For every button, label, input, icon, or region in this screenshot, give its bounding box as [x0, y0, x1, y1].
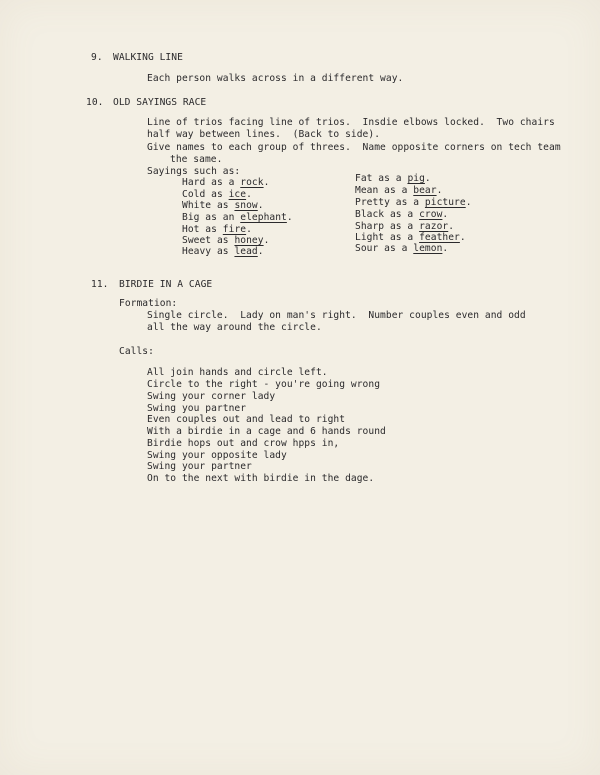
section-10-line: Give names to each group of threes. Name opposite corners on tech team [147, 142, 561, 153]
call-line: Even couples out and lead to right [147, 414, 346, 425]
saying-item: Pretty as a picture. [355, 197, 472, 208]
formation-label: Formation: [119, 298, 178, 309]
saying-item: Cold as ice. [182, 189, 252, 200]
section-10-line: half way between lines. (Back to side). [147, 129, 381, 140]
saying-item: Black as a crow. [355, 209, 449, 220]
saying-item: Big as an elephant. [182, 212, 293, 223]
formation-line: Single circle. Lady on man's right. Number couples even and odd [147, 310, 526, 321]
call-line: Swing you partner [147, 403, 247, 414]
section-9-number: 9. [91, 52, 103, 63]
section-10-number: 10. [86, 97, 104, 108]
call-line: Birdie hops out and crow hpps in, [147, 438, 340, 449]
saying-item: Fat as a pig. [355, 173, 431, 184]
call-line: All join hands and circle left. [147, 367, 328, 378]
section-10-title: OLD SAYINGS RACE [113, 97, 207, 108]
call-line: Swing your opposite lady [147, 450, 287, 461]
saying-item: Light as a feather. [355, 232, 466, 243]
call-line: Circle to the right - you're going wrong [147, 379, 381, 390]
call-line: On to the next with birdie in the dage. [147, 473, 375, 484]
formation-line: all the way around the circle. [147, 322, 322, 333]
saying-item: Sweet as honey. [182, 235, 270, 246]
saying-item: Heavy as lead. [182, 246, 264, 257]
saying-item: Hot as fire. [182, 224, 252, 235]
call-line: Swing your corner lady [147, 391, 276, 402]
saying-item: Hard as a rock. [182, 177, 270, 188]
section-10-line: Line of trios facing line of trios. Insdie elbows locked. Two chairs [147, 117, 555, 128]
calls-label: Calls: [119, 346, 154, 357]
section-11-number: 11. [91, 279, 109, 290]
section-11-title: BIRDIE IN A CAGE [119, 279, 213, 290]
saying-item: White as snow. [182, 200, 264, 211]
section-10-line: the same. [170, 154, 223, 165]
call-line: With a birdie in a cage and 6 hands round [147, 426, 386, 437]
saying-item: Mean as a bear. [355, 185, 443, 196]
saying-item: Sharp as a razor. [355, 221, 455, 232]
section-9-title: WALKING LINE [113, 52, 183, 63]
sayings-intro: Sayings such as: [147, 166, 241, 177]
saying-item: Sour as a lemon. [355, 243, 449, 254]
section-9-text: Each person walks across in a different way. [147, 73, 404, 84]
call-line: Swing your partner [147, 461, 252, 472]
